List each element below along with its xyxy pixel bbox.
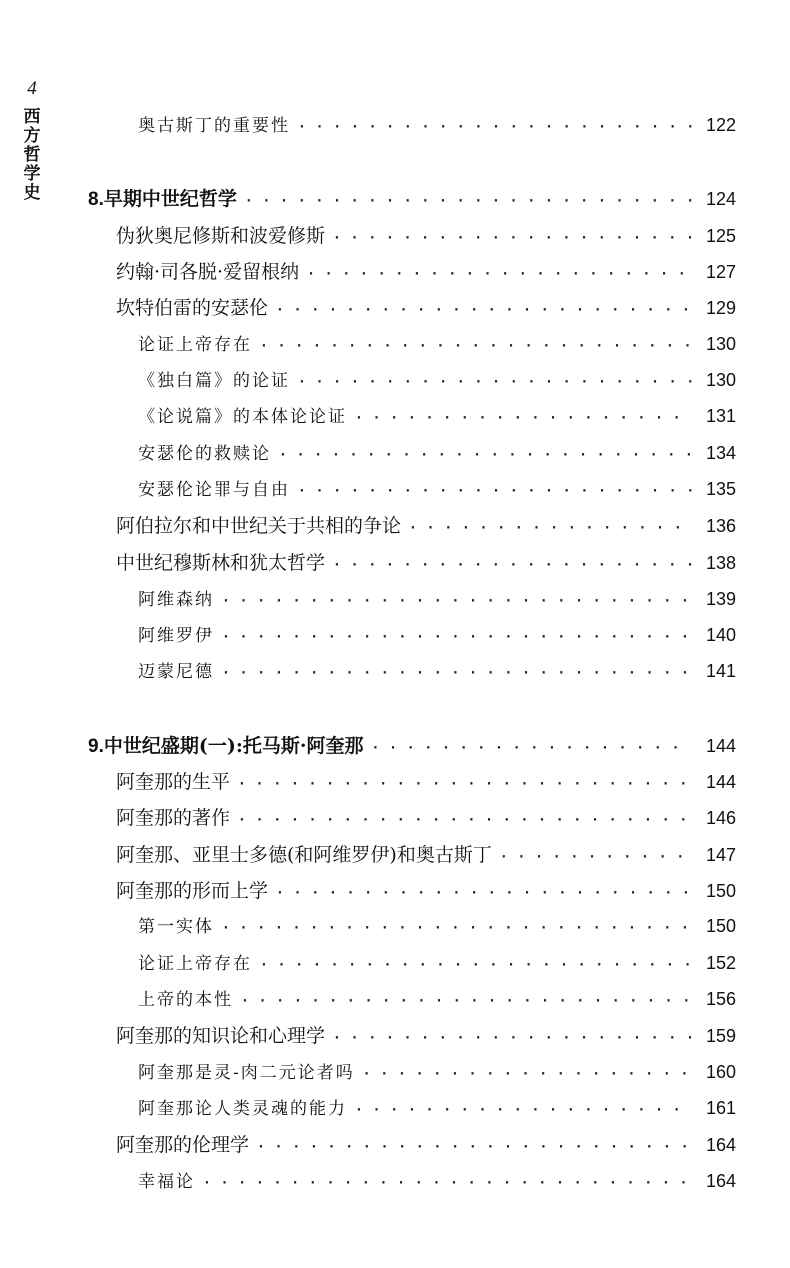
- dot-leader: [203, 1176, 692, 1191]
- toc-chapter-heading[interactable]: [88, 731, 736, 761]
- dot-leader: [245, 194, 692, 209]
- toc-section[interactable]: [116, 840, 736, 870]
- dot-leader: [409, 521, 692, 536]
- toc-entry-page: 152: [705, 953, 736, 973]
- toc-entry-page: 147: [705, 845, 736, 865]
- toc-entry-page: 164: [705, 1135, 736, 1155]
- toc-section[interactable]: [116, 257, 736, 287]
- toc-entry-page: 150: [705, 916, 736, 936]
- toc-entry-page: 140: [705, 625, 736, 645]
- toc-entry-page: 130: [705, 334, 736, 354]
- dot-leader: [333, 1031, 692, 1046]
- toc-entry-title: 阿奎那是灵-肉二元论者吗: [138, 1063, 355, 1083]
- toc-subsection[interactable]: [138, 402, 736, 432]
- toc-subsection[interactable]: [138, 621, 736, 651]
- toc-entry-page: 134: [705, 443, 736, 463]
- toc-chapter-heading[interactable]: [88, 184, 736, 214]
- toc-entry-title: 第一实体: [138, 917, 214, 937]
- toc-entry-title: 阿奎那的形而上学: [116, 880, 269, 902]
- toc-section[interactable]: [116, 511, 736, 541]
- dot-leader: [298, 484, 692, 499]
- toc-entry-page: 136: [705, 516, 736, 536]
- toc-entry-page: 150: [705, 881, 736, 901]
- toc-subsection[interactable]: [138, 985, 736, 1015]
- toc-subsection[interactable]: [138, 949, 736, 979]
- page-number: 4: [27, 78, 37, 99]
- toc-entry-title: 迈蒙尼德: [138, 662, 214, 682]
- toc-section[interactable]: [116, 1021, 736, 1051]
- toc-entry-title: 阿奎那的伦理学: [116, 1134, 250, 1156]
- toc-entry-title: 阿奎那的著作: [116, 807, 231, 829]
- toc-entry-page: 135: [705, 479, 736, 499]
- dot-leader: [298, 120, 692, 135]
- toc-subsection[interactable]: [138, 1058, 736, 1088]
- toc-entry[interactable]: [138, 111, 736, 141]
- toc-entry-page: 139: [705, 589, 736, 609]
- dot-leader: [279, 448, 692, 463]
- toc-section[interactable]: [116, 767, 736, 797]
- toc-entry-title: 奥古斯丁的重要性: [138, 116, 290, 136]
- toc-entry-page: 129: [705, 298, 736, 318]
- toc-entry-title: 坎特伯雷的安瑟伦: [116, 297, 269, 319]
- toc-entry-page: 125: [705, 226, 736, 246]
- toc-subsection[interactable]: [138, 439, 736, 469]
- toc-section[interactable]: [116, 803, 736, 833]
- running-book-title: 西方哲学史: [23, 107, 41, 203]
- toc-entry-page: 131: [705, 406, 736, 426]
- toc-subsection[interactable]: [138, 657, 736, 687]
- dot-leader: [257, 1140, 692, 1155]
- chapter-page: 144: [705, 736, 736, 756]
- toc-section[interactable]: [116, 1130, 736, 1160]
- toc-entry-title: 阿维森纳: [138, 590, 214, 610]
- toc-entry-title: 阿维罗伊: [138, 626, 214, 646]
- dot-leader: [307, 267, 692, 282]
- dot-leader: [260, 958, 692, 973]
- toc-entry-title: 阿奎那、亚里士多德(和阿维罗伊)和奥古斯丁: [116, 844, 492, 866]
- toc-entry-title: 约翰·司各脱·爱留根纳: [116, 261, 300, 283]
- toc-section[interactable]: [116, 293, 736, 323]
- dot-leader: [363, 1067, 692, 1082]
- dot-leader: [298, 375, 692, 390]
- toc-subsection[interactable]: [138, 475, 736, 505]
- dot-leader: [276, 886, 692, 901]
- dot-leader: [500, 850, 692, 865]
- toc-entry-title: 安瑟伦的救赎论: [138, 444, 271, 464]
- dot-leader: [222, 630, 692, 645]
- dot-leader: [355, 411, 692, 426]
- toc-subsection[interactable]: [138, 330, 736, 360]
- chapter-title: 早期中世纪哲学: [103, 188, 237, 210]
- toc-entry-page: 146: [705, 808, 736, 828]
- dot-leader: [333, 231, 692, 246]
- toc-subsection[interactable]: [138, 1167, 736, 1197]
- toc-entry-title: 上帝的本性: [138, 990, 233, 1010]
- dot-leader: [371, 741, 692, 756]
- toc-entry-page: 156: [705, 989, 736, 1009]
- toc-subsection[interactable]: [138, 585, 736, 615]
- dot-leader: [276, 303, 692, 318]
- toc-entry-title: 安瑟伦论罪与自由: [138, 480, 290, 500]
- dot-leader: [260, 339, 692, 354]
- toc-entry-title: 论证上帝存在: [138, 335, 252, 355]
- dot-leader: [238, 813, 692, 828]
- toc-entry-page: 161: [705, 1098, 736, 1118]
- toc-entry-title: 阿奎那的知识论和心理学: [116, 1025, 326, 1047]
- toc-section[interactable]: [116, 548, 736, 578]
- toc-entry-page: 141: [705, 661, 736, 681]
- dot-leader: [241, 994, 692, 1009]
- dot-leader: [222, 666, 692, 681]
- toc-entry-title: 中世纪穆斯林和犹太哲学: [116, 552, 326, 574]
- toc-subsection[interactable]: [138, 912, 736, 942]
- chapter-number: 9.: [88, 736, 104, 757]
- toc-subsection[interactable]: [138, 1094, 736, 1124]
- dot-leader: [333, 558, 692, 573]
- dot-leader: [222, 921, 692, 936]
- toc-section[interactable]: [116, 876, 736, 906]
- toc-entry-title: 阿奎那论人类灵魂的能力: [138, 1099, 347, 1119]
- toc-entry-title: 论证上帝存在: [138, 954, 252, 974]
- toc-entry-title: 伪狄奥尼修斯和波爱修斯: [116, 225, 326, 247]
- toc-entry-page: 164: [705, 1171, 736, 1191]
- toc-entry-page: 160: [705, 1062, 736, 1082]
- toc-entry-page: 127: [705, 262, 736, 282]
- dot-leader: [355, 1103, 692, 1118]
- toc-section[interactable]: [116, 221, 736, 251]
- dot-leader: [238, 777, 692, 792]
- toc-entry-title: 阿奎那的生平: [116, 771, 231, 793]
- chapter-number: 8.: [88, 189, 104, 210]
- toc-entry-page: 122: [705, 115, 736, 135]
- toc-entry-page: 159: [705, 1026, 736, 1046]
- toc-entry-title: 幸福论: [138, 1172, 195, 1192]
- toc-entry-page: 138: [705, 553, 736, 573]
- toc-entry-page: 144: [705, 772, 736, 792]
- toc-subsection[interactable]: [138, 366, 736, 396]
- toc-entry-title: 阿伯拉尔和中世纪关于共相的争论: [116, 515, 402, 537]
- toc-entry-title: 《独白篇》的论证: [138, 371, 290, 391]
- toc-entry-title: 《论说篇》的本体论论证: [138, 407, 347, 427]
- chapter-page: 124: [705, 189, 736, 209]
- toc-entry-page: 130: [705, 370, 736, 390]
- chapter-title: 中世纪盛期(一):托马斯·阿奎那: [103, 735, 364, 757]
- dot-leader: [222, 594, 692, 609]
